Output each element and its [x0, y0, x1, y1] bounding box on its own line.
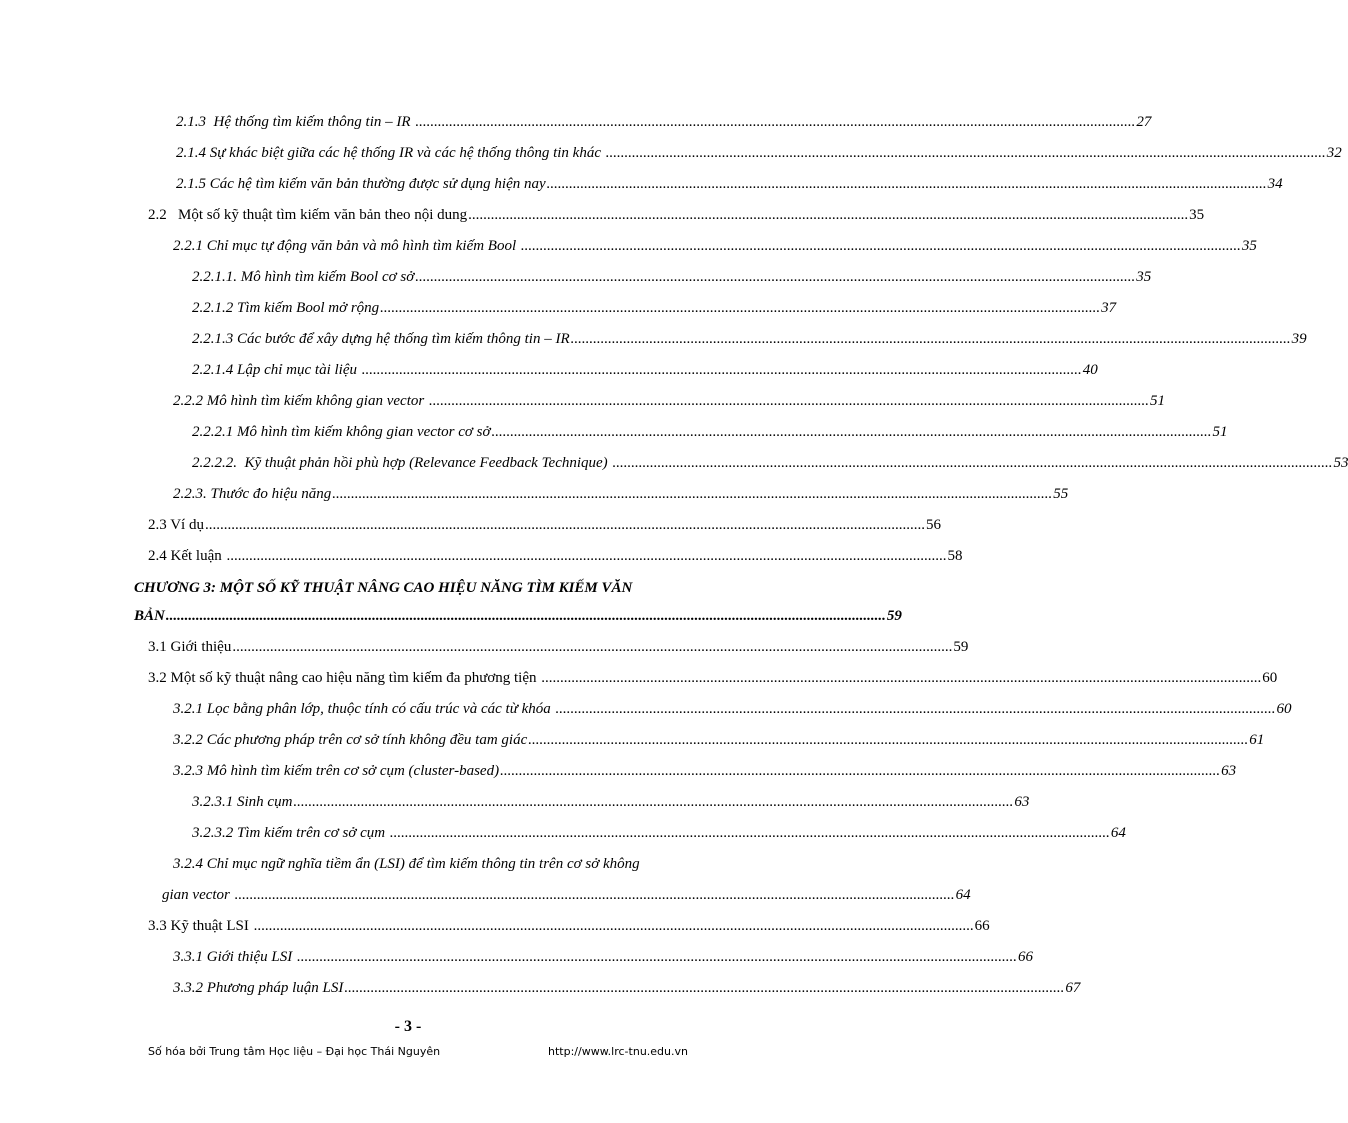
toc-entry-page: 66 [974, 918, 990, 934]
chapter-title-line2: BẢN [134, 608, 165, 624]
toc-entry-title: 3.3.2 Phương pháp luận LSI [173, 980, 344, 996]
dot-leader: ................................................................................................................................................................................................ [332, 486, 1053, 502]
toc-entry [0, 517, 941, 544]
toc-entry-page: 60 [1276, 701, 1292, 717]
footer-source: Số hóa bởi Trung tâm Học liệu – Đại học Thái Nguyên [148, 1045, 441, 1058]
dot-leader: ................................................................................................................................................................................................ [555, 701, 1276, 717]
dot-leader: ................................................................................................................................................................................................ [361, 362, 1082, 378]
toc-entry-title: 2.2.1 Chỉ mục tự động văn bản và mô hình tìm kiếm Bool [173, 238, 520, 254]
toc-entry [0, 670, 1278, 697]
toc-entry [0, 114, 1152, 141]
toc-entry-title: 3.2.3.2 Tìm kiếm trên cơ sở cụm [192, 825, 389, 841]
dot-leader: ................................................................................................................................................................................................ [226, 548, 947, 564]
toc-entry-page: 53 [1333, 455, 1348, 471]
toc-entry-page: 39 [1291, 331, 1307, 347]
toc-entry-page: 67 [1065, 980, 1081, 996]
toc-entry-title: gian vector [162, 887, 234, 903]
toc-entry-page: 35 [1241, 238, 1257, 254]
toc-entry-page: 27 [1136, 114, 1152, 130]
toc-entry [0, 331, 1307, 358]
toc-entry [0, 763, 1237, 790]
toc-entry-page: 66 [1018, 949, 1034, 965]
toc-entry [0, 269, 1152, 296]
dot-leader: ................................................................................................................................................................................................ [165, 608, 886, 624]
toc-entry-title: 2.2.1.3 Các bước để xây dựng hệ thống tìm kiếm thông tin – IR [192, 331, 570, 347]
chapter-title-line1: CHƯƠNG 3: MỘT SỐ KỸ THUẬT NÂNG CAO HIỆU NĂNG TÌM KIẾM VĂN [134, 580, 633, 596]
toc-entry [0, 639, 969, 666]
toc-entry-title: 2.1.3 Hệ thống tìm kiếm thông tin – IR [176, 114, 415, 130]
dot-leader: ................................................................................................................................................................................................ [546, 176, 1267, 192]
toc-entry-title: 2.2.1.2 Tìm kiếm Bool mở rộng [192, 300, 380, 316]
dot-leader: ................................................................................................................................................................................................ [500, 763, 1221, 779]
toc-entry-page: 35 [1189, 207, 1205, 223]
toc-entry-title: 2.2.1.1. Mô hình tìm kiếm Bool cơ sở [192, 269, 415, 285]
toc-entry-page: 58 [947, 548, 963, 564]
chapter-heading [0, 580, 816, 607]
toc-entry-page: 59 [953, 639, 969, 655]
toc-entry-title: 3.2.3.1 Sinh cụm [192, 794, 293, 810]
dot-leader: ................................................................................................................................................................................................ [297, 949, 1018, 965]
toc-entry-page: 40 [1082, 362, 1098, 378]
dot-leader: ................................................................................................................................................................................................ [570, 331, 1291, 347]
dot-leader: ................................................................................................................................................................................................ [468, 207, 1189, 223]
dot-leader: ................................................................................................................................................................................................ [380, 300, 1101, 316]
toc-entry-title: 3.3 Kỹ thuật LSI [148, 918, 253, 934]
dot-leader: ................................................................................................................................................................................................ [415, 269, 1136, 285]
toc-entry-page: 34 [1267, 176, 1283, 192]
toc-entry [0, 949, 1034, 976]
toc-entry-page: 55 [1053, 486, 1069, 502]
toc-entry [0, 548, 963, 575]
toc-entry-title: 2.3 Ví dụ [148, 517, 204, 533]
chapter-heading-cont [0, 608, 902, 635]
toc-entry-page: 63 [1221, 763, 1237, 779]
toc-entry [0, 176, 1283, 203]
dot-leader: ................................................................................................................................................................................................ [234, 887, 955, 903]
toc-entry-page: 51 [1149, 393, 1165, 409]
dot-leader: ................................................................................................................................................................................................ [528, 732, 1249, 748]
toc-entry-page: 64 [1110, 825, 1126, 841]
dot-leader: ................................................................................................................................................................................................ [520, 238, 1241, 254]
toc-entry-title: 2.2.2.2. Kỹ thuật phản hồi phù hợp (Relevance Feedback Technique) [192, 455, 612, 471]
dot-leader: ................................................................................................................................................................................................ [389, 825, 1110, 841]
toc-entry [0, 825, 1126, 852]
chapter-page: 59 [886, 608, 902, 624]
dot-leader: ................................................................................................................................................................................................ [612, 455, 1333, 471]
toc-entry-title: 2.1.5 Các hệ tìm kiếm văn bản thường được sử dụng hiện nay [176, 176, 546, 192]
toc-entry [0, 455, 1348, 482]
toc-entry [0, 300, 1117, 327]
toc-entry-page: 51 [1212, 424, 1228, 440]
toc-entry-page: 61 [1249, 732, 1265, 748]
toc-entry [0, 207, 1205, 234]
footer-url: http://www.lrc-tnu.edu.vn [548, 1045, 688, 1058]
dot-leader: ................................................................................................................................................................................................ [253, 918, 974, 934]
toc-entry-title: 2.4 Kết luận [148, 548, 226, 564]
toc-entry-title: 2.2.1.4 Lập chỉ mục tài liệu [192, 362, 361, 378]
toc-entry-title: 2.2.2.1 Mô hình tìm kiếm không gian vector cơ sở [192, 424, 491, 440]
dot-leader: ................................................................................................................................................................................................ [232, 639, 953, 655]
toc-entry-title: 2.2.2 Mô hình tìm kiếm không gian vector [173, 393, 428, 409]
toc-entry-page: 63 [1014, 794, 1030, 810]
toc-entry [0, 424, 1228, 451]
toc-entry-title: 3.3.1 Giới thiệu LSI [173, 949, 297, 965]
toc-entry-title: 3.2.4 Chỉ mục ngữ nghĩa tiềm ẩn (LSI) để tìm kiếm thông tin trên cơ sở không [173, 856, 640, 872]
dot-leader: ................................................................................................................................................................................................ [344, 980, 1065, 996]
toc-entry-page: 56 [925, 517, 941, 533]
page-number: - 3 - [394, 1018, 422, 1035]
dot-leader: ................................................................................................................................................................................................ [204, 517, 925, 533]
dot-leader: ................................................................................................................................................................................................ [293, 794, 1014, 810]
toc-entry [0, 887, 971, 914]
toc-entry-title: 2.2.3. Thước đo hiệu năng [173, 486, 332, 502]
dot-leader: ................................................................................................................................................................................................ [605, 145, 1326, 161]
toc-entry [0, 980, 1081, 1007]
dot-leader: ................................................................................................................................................................................................ [428, 393, 1149, 409]
toc-entry [0, 794, 1030, 821]
toc-entry [0, 238, 1257, 265]
dot-leader: ................................................................................................................................................................................................ [415, 114, 1136, 130]
toc-entry-page: 60 [1262, 670, 1278, 686]
toc-entry [0, 145, 1342, 172]
toc-entry-page: 37 [1101, 300, 1117, 316]
toc-entry [0, 701, 1292, 728]
toc-entry-title: 3.2.1 Lọc bằng phân lớp, thuộc tính có cấu trúc và các từ khóa [173, 701, 555, 717]
toc-entry-title: 3.2 Một số kỹ thuật nâng cao hiệu năng tìm kiếm đa phương tiện [148, 670, 541, 686]
toc-entry-title: 2.1.4 Sự khác biệt giữa các hệ thống IR và các hệ thống thông tin khác [176, 145, 605, 161]
toc-entry [0, 732, 1265, 759]
toc-entry-page: 32 [1326, 145, 1342, 161]
toc-entry-page: 35 [1136, 269, 1152, 285]
toc-entry [0, 362, 1098, 389]
toc-entry [0, 393, 1165, 420]
toc-entry [0, 486, 1069, 513]
toc-entry-multiline [0, 856, 816, 883]
toc-entry-title: 3.2.2 Các phương pháp trên cơ sở tính không đều tam giác [173, 732, 528, 748]
dot-leader: ................................................................................................................................................................................................ [541, 670, 1262, 686]
toc-entry-title: 3.1 Giới thiệu [148, 639, 232, 655]
toc-entry [0, 918, 990, 945]
dot-leader: ................................................................................................................................................................................................ [491, 424, 1212, 440]
toc-entry-title: 2.2 Một số kỹ thuật tìm kiếm văn bản theo nội dung [148, 207, 468, 223]
toc-entry-page: 64 [955, 887, 971, 903]
toc-entry-title: 3.2.3 Mô hình tìm kiếm trên cơ sở cụm (cluster-based) [173, 763, 500, 779]
